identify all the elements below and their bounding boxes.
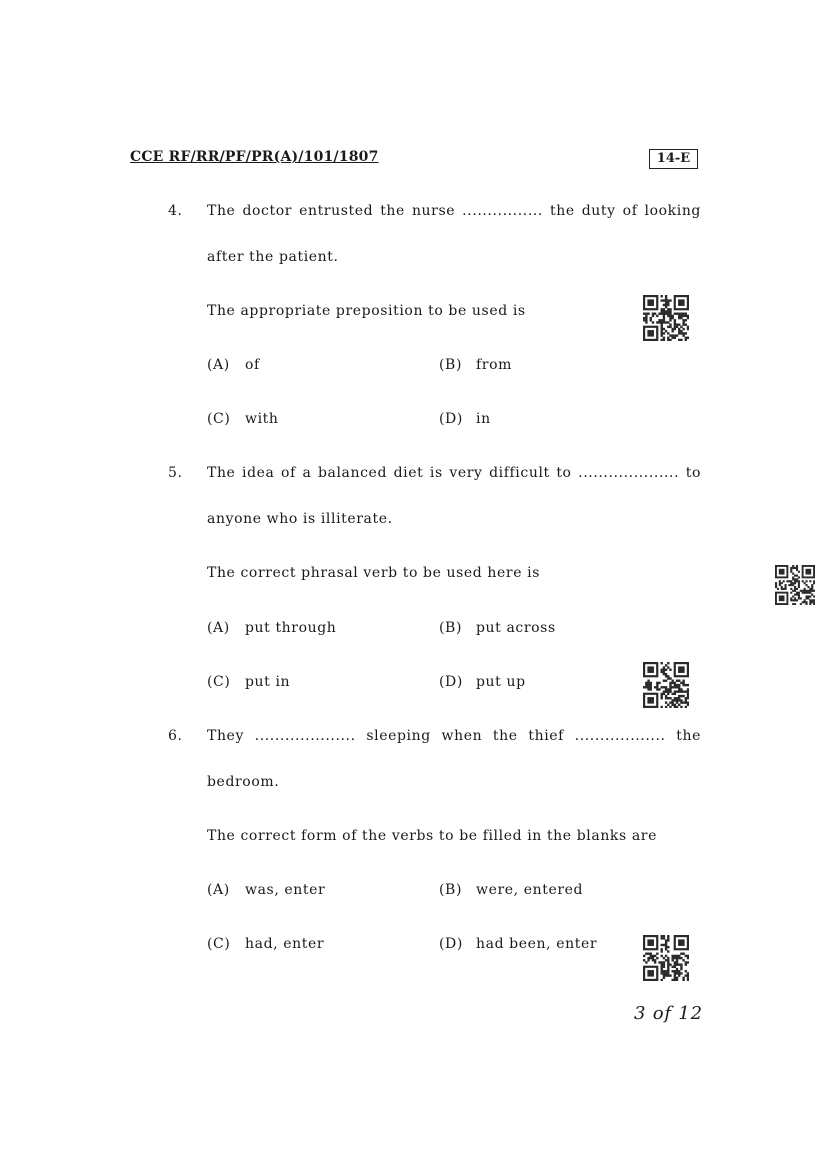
- option-a-label: (A): [207, 357, 230, 373]
- question-number: 5.: [168, 465, 183, 481]
- option-a-text: of: [245, 357, 260, 373]
- option-a-text: was, enter: [245, 882, 326, 898]
- option-c-text: put in: [245, 674, 291, 690]
- question-number: 4.: [168, 203, 183, 219]
- option-c-label: (C): [207, 674, 231, 690]
- option-c-text: had, enter: [245, 936, 325, 952]
- paper-code-box: 14-E: [649, 149, 698, 169]
- question-text-line2: after the patient.: [207, 249, 339, 265]
- option-d-label: (D): [439, 674, 463, 690]
- question-instruction: The correct phrasal verb to be used here is: [207, 565, 541, 581]
- question-instruction: The appropriate preposition to be used is: [207, 303, 526, 319]
- option-c-label: (C): [207, 411, 231, 427]
- exam-code: CCE RF/RR/PF/PR(A)/101/1807: [130, 149, 379, 165]
- qr-code-icon: [775, 565, 815, 605]
- option-b-text: from: [476, 357, 512, 373]
- option-d-label: (D): [439, 936, 463, 952]
- option-d-text: had been, enter: [476, 936, 598, 952]
- qr-code-icon: [643, 662, 689, 708]
- qr-code-icon: [643, 935, 689, 981]
- question-text-line2: anyone who is illiterate.: [207, 511, 393, 527]
- question-text-line1: The doctor entrusted the nurse ................ the duty of looking: [207, 203, 701, 219]
- option-a-label: (A): [207, 882, 230, 898]
- option-b-text: were, entered: [476, 882, 584, 898]
- qr-code-icon: [643, 295, 689, 341]
- option-a-text: put through: [245, 620, 337, 636]
- question-instruction: The correct form of the verbs to be filled in the blanks are: [207, 828, 657, 844]
- question-number: 6.: [168, 728, 183, 744]
- option-d-label: (D): [439, 411, 463, 427]
- question-text-line1: The idea of a balanced diet is very difficult to .................... to: [207, 465, 701, 481]
- option-a-label: (A): [207, 620, 230, 636]
- option-d-text: in: [476, 411, 491, 427]
- page-number: 3 of 12: [634, 1003, 703, 1024]
- option-b-label: (B): [439, 620, 463, 636]
- question-text-line2: bedroom.: [207, 774, 280, 790]
- option-b-text: put across: [476, 620, 556, 636]
- option-d-text: put up: [476, 674, 526, 690]
- option-b-label: (B): [439, 882, 463, 898]
- option-c-label: (C): [207, 936, 231, 952]
- question-text-line1: They .................... sleeping when the thief .................. the: [207, 728, 701, 744]
- option-b-label: (B): [439, 357, 463, 373]
- option-c-text: with: [245, 411, 279, 427]
